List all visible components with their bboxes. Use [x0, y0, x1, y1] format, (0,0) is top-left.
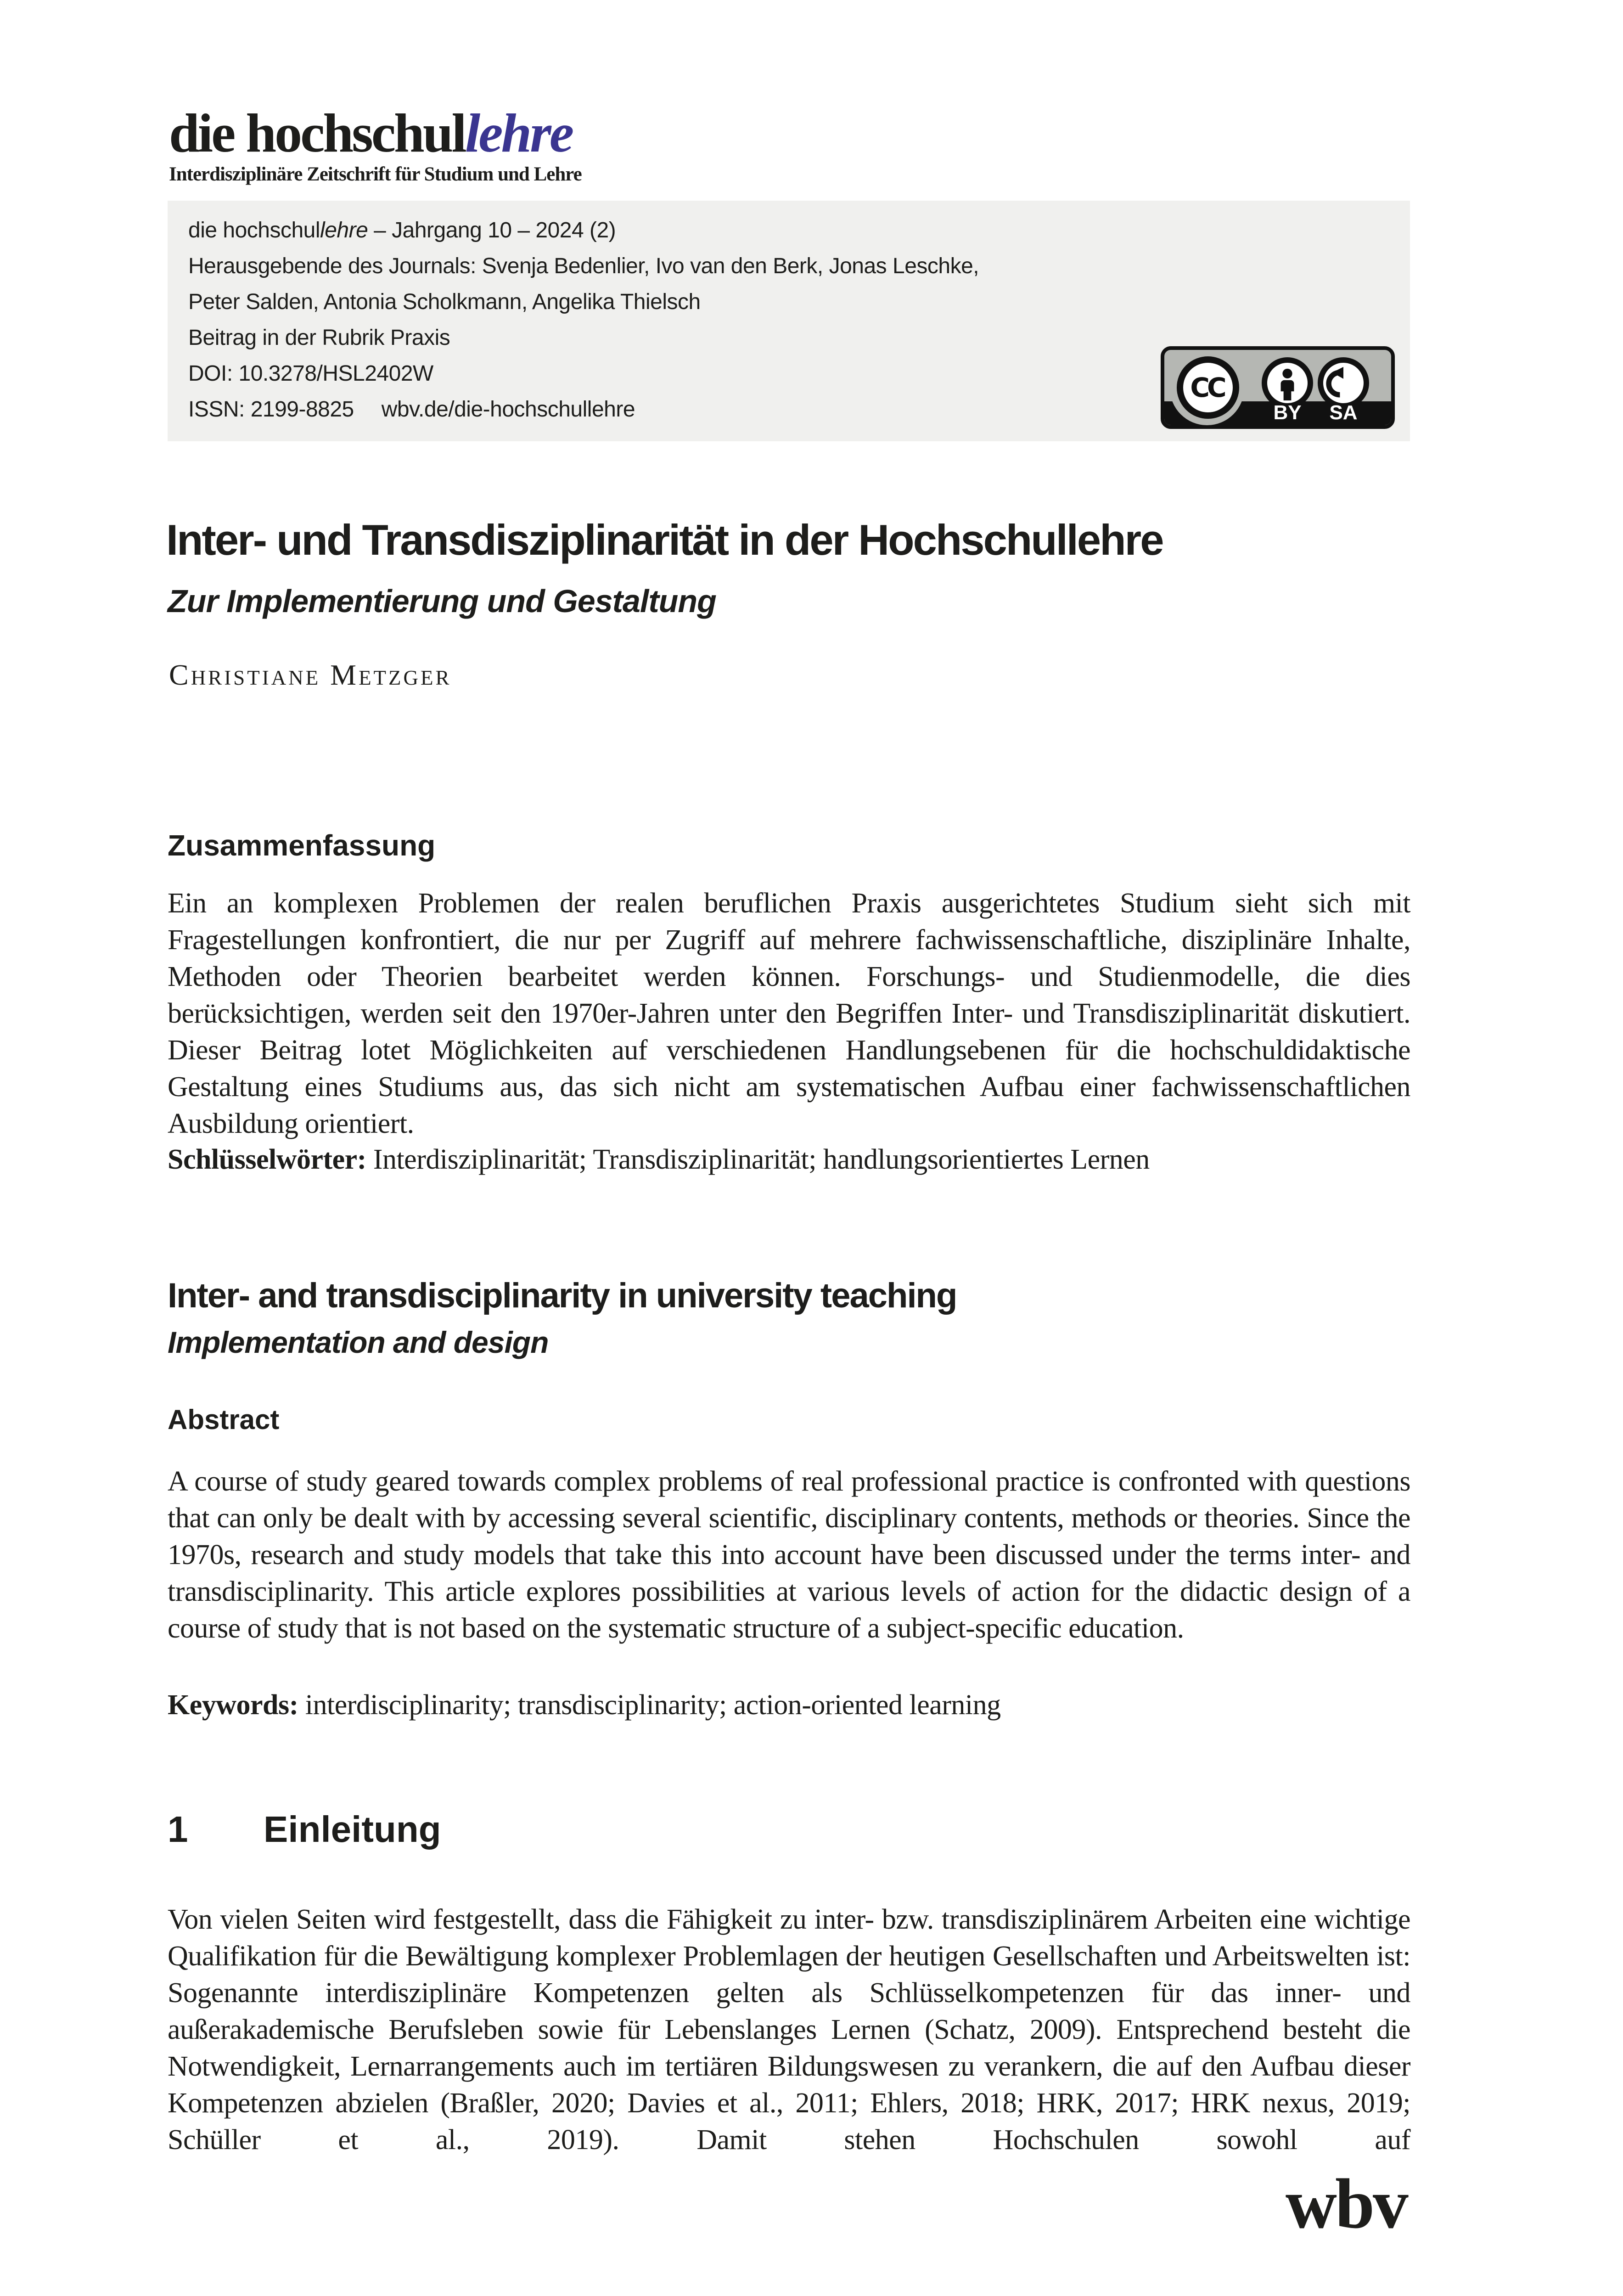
- cc-by-sa-badge: [1161, 346, 1395, 429]
- keywords-en-values: interdisciplinarity; transdisciplinarity; action-oriented learning: [298, 1689, 1001, 1721]
- editors-line-2: Peter Salden, Antonia Scholkmann, Angelika Thielsch: [188, 290, 701, 314]
- journal-info-box: [168, 201, 1410, 441]
- abstract-en-heading: Abstract: [168, 1404, 280, 1435]
- article-subtitle: Zur Implementierung und Gestaltung: [168, 583, 716, 619]
- issn-value: ISSN: 2199-8825: [188, 397, 354, 422]
- badge-by-label: BY: [1273, 401, 1302, 424]
- wbv-publisher-logo: wbv: [1286, 2164, 1407, 2243]
- keywords-en-line: [168, 1687, 1001, 1723]
- abstract-de-text: Ein an komplexen Problemen der realen beruflichen Praxis ausgerichtetes Studium sieht sich mit Fragestellungen konfrontiert, die nur per Zugriff auf mehrere fachwissenschaftliche, disziplinäre Inhalte, Methoden oder Theorien bearbeitet werden können. Forschungs- und Studienmodelle, die dies berücksichtigen, werden seit den 1970er-Jahren unter den Begriffen Inter- und Transdisziplinarität diskutiert. Dieser Beitrag lotet Möglichkeiten auf verschiedenen Handlungsebenen für die hochschuldidaktische Gestaltung eines Studiums aus, das sich nicht am systematischen Aufbau einer fachwissenschaftlichen Ausbildung orientiert.: [168, 888, 1410, 1139]
- doi-line: DOI: 10.3278/HSL2402W: [188, 361, 433, 386]
- abstract-de-heading: Zusammenfassung: [168, 829, 436, 862]
- article-title: Inter- und Transdisziplinarität in der Hochschullehre: [166, 515, 1163, 564]
- rubric-line: Beitrag in der Rubrik Praxis: [188, 326, 450, 350]
- keywords-de-line: [168, 1141, 1150, 1178]
- keywords-en-label: Keywords:: [168, 1689, 298, 1721]
- journal-logo-black: die hochschul: [169, 102, 465, 163]
- journal-logo: [169, 102, 582, 163]
- section-1-heading: [168, 1811, 441, 1848]
- article-author: Christiane Metzger: [169, 658, 452, 691]
- keywords-de-label: Schlüsselwörter:: [168, 1144, 366, 1175]
- person-icon: [1270, 366, 1305, 400]
- abstract-en-text: A course of study geared towards complex problems of real professional practice is confronted with questions that can only be dealt with by accessing several scientific, disciplinary contents, methods or theories. Since the 1970s, research and study models that take this into account have been discussed under the terms inter- and transdisciplinarity. This article explores possibilities at various levels of action for the didactic design of a course of study that is not based on the systematic structure of a subject-specific education.: [168, 1466, 1410, 1644]
- journal-tagline: Interdisziplinäre Zeitschrift für Studium und Lehre: [169, 163, 582, 185]
- issn-line: [188, 392, 979, 428]
- keywords-de-values: Interdisziplinarität; Transdisziplinarität; handlungsorientiertes Lernen: [366, 1144, 1150, 1175]
- abstract-en-subtitle: Implementation and design: [168, 1325, 549, 1359]
- share-alike-arrow-icon: [1326, 366, 1361, 400]
- abstract-en-title: Inter- and transdisciplinarity in university teaching: [168, 1276, 957, 1316]
- section-1-title: Einleitung: [264, 1809, 441, 1850]
- journal-masthead: [169, 102, 582, 185]
- journal-url: wbv.de/die-hochschullehre: [381, 397, 635, 422]
- section-1-number: 1: [168, 1809, 188, 1850]
- cc-logo-text: CC: [1190, 372, 1224, 403]
- badge-sa-label: SA: [1329, 401, 1358, 424]
- journal-logo-accent: lehre: [465, 102, 573, 163]
- journal-issue-line: die hochschullehre – Jahrgang 10 – 2024 (2): [188, 218, 616, 242]
- section-1-text: Von vielen Seiten wird festgestellt, dass die Fähigkeit zu inter- bzw. transdisziplinärem Arbeiten eine wichtige Qualifikation für die Bewältigung komplexer Problemlagen der heutigen Gesellschaften und Arbeitswelten ist: Sogenannte interdisziplinäre Kompetenzen gelten als Schlüsselkompetenzen für das inner- und außerakademische Berufsleben sowie für Lebenslanges Lernen (Schatz, 2009). Entsprechend besteht die Notwendigkeit, Lernarrangements auch im tertiären Bildungswesen zu verankern, die auf den Aufbau dieser Kompetenzen abzielen (Braßler, 2020; Davies et al., 2011; Ehlers, 2018; HRK, 2017; HRK nexus, 2019; Schüller et al., 2019). Damit stehen Hochschulen sowohl auf: [168, 1904, 1410, 2155]
- cc-logo-icon: [1177, 356, 1239, 419]
- editors-line-1: Herausgebende des Journals: Svenja Bedenlier, Ivo van den Berk, Jonas Leschke,: [188, 254, 979, 278]
- journal-info-text: [188, 213, 979, 428]
